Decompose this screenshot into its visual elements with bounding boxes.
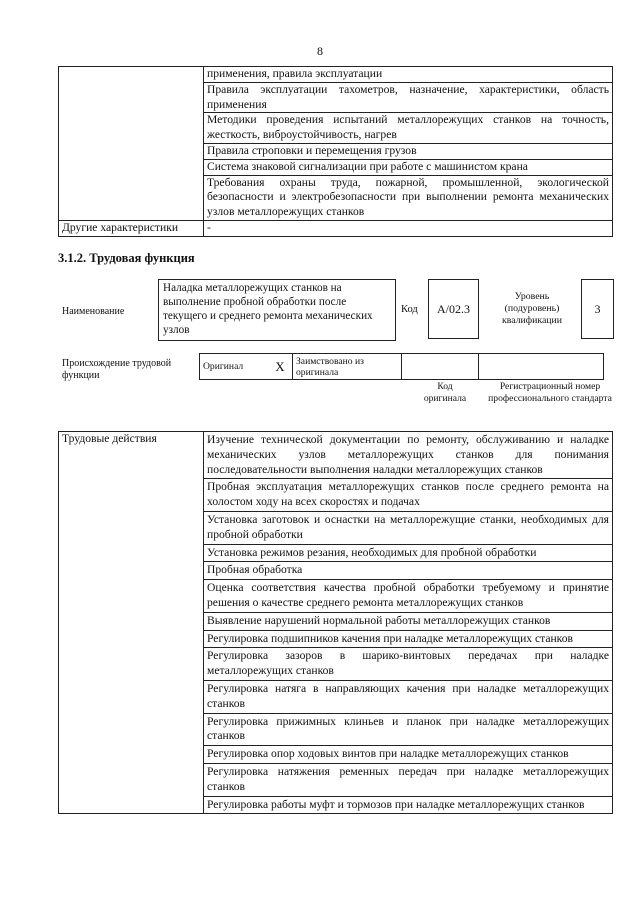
labor-actions-label: Трудовые действия xyxy=(59,432,204,814)
original-mark: X xyxy=(268,354,293,380)
origin-table xyxy=(199,353,604,380)
reg-number-caption: Регистрационный номер профессионального стандарта xyxy=(488,381,612,404)
labor-action-item: Регулировка зазоров в шарико-винтовых передачах при наладке металлорежущих станков xyxy=(204,648,613,681)
original-label: Оригинал xyxy=(200,354,269,380)
labor-action-item: Регулировка натяга в направляющих качения при наладке металлорежущих станков xyxy=(204,680,613,713)
labor-action-item: Оценка соответствия качества пробной обработки требуемому и принятие решения о качестве среднего ремонта металлорежущих станков xyxy=(204,580,613,613)
labor-action-item: Установка режимов резания, необходимых для пробной обработки xyxy=(204,544,613,562)
section-title: 3.1.2. Трудовая функция xyxy=(58,251,195,265)
other-characteristics-label: Другие характеристики xyxy=(59,220,204,236)
knowledge-row: Правила строповки и перемещения грузов xyxy=(204,143,613,159)
labor-action-item: Регулировка работы муфт и тормозов при наладке металлорежущих станков xyxy=(204,796,613,814)
knowledge-row: Требования охраны труда, пожарной, промышленной, экологической безопасности и электробезопасности при выполнении ремонта механических узлов металлорежущих станков xyxy=(204,175,613,220)
knowledge-row: применения, правила эксплуатации xyxy=(204,67,613,83)
level-label: Уровень (подуровень) квалификации xyxy=(501,291,563,326)
knowledge-label-cell xyxy=(59,67,204,221)
knowledge-row: Система знаковой сигнализации при работе с машинистом крана xyxy=(204,159,613,175)
origin-reg-cell xyxy=(479,354,604,380)
labor-action-item: Пробная обработка xyxy=(204,562,613,580)
borrowed-label: Заимствовано из оригинала xyxy=(293,354,402,380)
page-number: 8 xyxy=(317,44,323,58)
labor-actions-table xyxy=(58,431,613,814)
function-name-value: Наладка металлорежущих станков на выполнение пробной обработки после текущего и среднего ремонта механических узлов xyxy=(158,279,396,341)
other-characteristics-value: - xyxy=(204,220,613,236)
code-label: Код xyxy=(401,304,418,315)
labor-action-item: Установка заготовок и оснастки на металлорежущие станки, необходимых для пробной обработки xyxy=(204,511,613,544)
knowledge-row: Правила эксплуатации тахометров, назначение, характеристики, область применения xyxy=(204,82,613,113)
code-value: A/02.3 xyxy=(428,279,479,339)
knowledge-row: Методики проведения испытаний металлорежущих станков на точность, жесткость, виброустойчивость, нагрев xyxy=(204,113,613,144)
knowledge-table xyxy=(58,66,613,237)
origin-label: Происхождение трудовой функции xyxy=(62,358,172,381)
labor-action-item: Пробная эксплуатация металлорежущих станков после среднего ремонта на холостом ходу на всех скоростях и подачах xyxy=(204,479,613,512)
code-original-caption: Код оригинала xyxy=(423,381,467,404)
labor-action-item: Регулировка опор ходовых винтов при наладке металлорежущих станков xyxy=(204,746,613,764)
labor-action-item: Изучение технической документации по ремонту, обслуживанию и наладке механических узлов металлорежущих станков для понимания последовательности выполнения наладки металлорежущих станков xyxy=(204,432,613,479)
name-label: Наименование xyxy=(62,306,125,317)
labor-action-item: Выявление нарушений нормальной работы металлорежущих станков xyxy=(204,612,613,630)
level-value: 3 xyxy=(581,279,614,339)
labor-action-item: Регулировка натяжения ременных передач при наладке металлорежущих станков xyxy=(204,763,613,796)
labor-action-item: Регулировка прижимных клиньев и планок при наладке металлорежущих станков xyxy=(204,713,613,746)
labor-action-item: Регулировка подшипников качения при наладке металлорежущих станков xyxy=(204,630,613,648)
origin-code-cell xyxy=(402,354,479,380)
